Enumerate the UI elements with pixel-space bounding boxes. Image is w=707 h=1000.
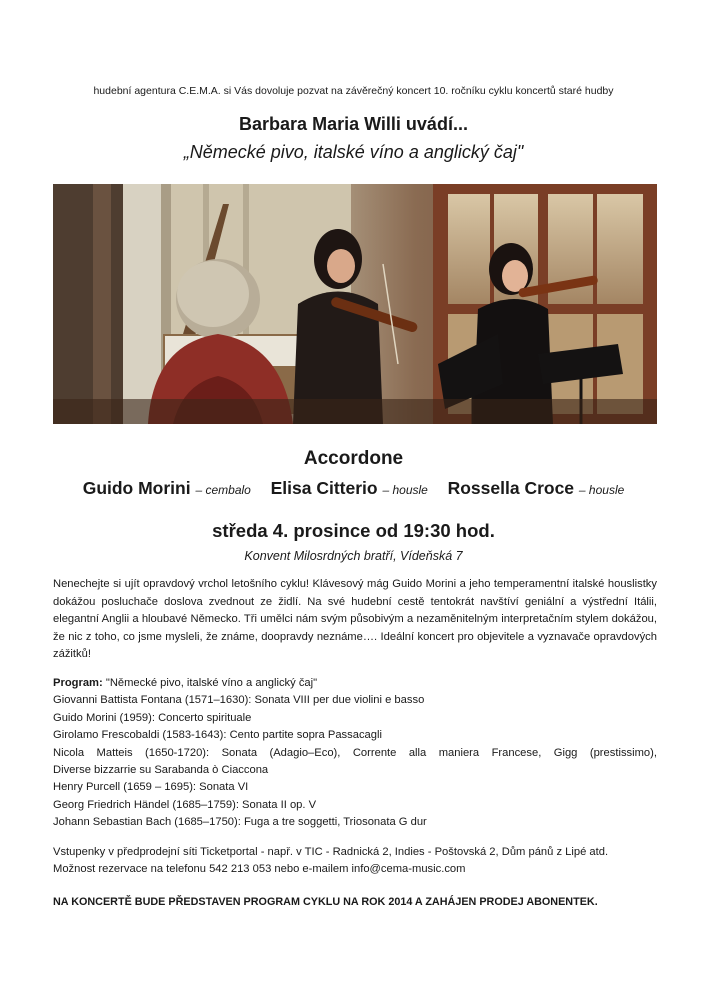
performer-name: Guido Morini — [82, 478, 191, 498]
performer-name: Rossella Croce — [447, 478, 575, 498]
ticket-line: Vstupenky v předprodejní síti Ticketportal - např. v TIC - Radnická 2, Indies - Poštovská 2, Dům pánů z Lipé atd. — [53, 846, 609, 858]
season-notice: NA KONCERTĚ BUDE PŘEDSTAVEN PROGRAM CYKLU NA ROK 2014 A ZAHÁJEN PRODEJ ABONENTEK. — [53, 896, 598, 908]
reservation-line: Možnost rezervace na telefonu 542 213 053 nebo e-mailem info@cema-music.com — [53, 863, 466, 876]
ensemble-name: Accordone — [303, 448, 404, 469]
concert-date: středa 4. prosince od 19:30 hod. — [212, 520, 495, 541]
concert-subtitle: „Německé pivo, italské víno a anglický čaj" — [183, 142, 524, 162]
concert-photo — [53, 184, 657, 424]
program-heading — [53, 675, 657, 692]
program-item: Henry Purcell (1659 – 1695): Sonata VI — [53, 781, 249, 794]
intro-text: hudební agentura C.E.M.A. si Vás dovoluje pozvat na závěrečný koncert 10. ročníku cyklu koncertů staré hudby — [93, 85, 614, 97]
ticket-info — [53, 844, 657, 879]
program-item: Guido Morini (1959): Concerto spirituale — [53, 711, 252, 724]
program-list — [53, 675, 657, 832]
program-title: "Německé pivo, italské víno a anglický čaj" — [102, 677, 318, 689]
program-item: Girolamo Frescobaldi (1583-1643): Cento partite sopra Passacagli — [53, 729, 382, 742]
program-item: Johann Sebastian Bach (1685–1750): Fuga a tre soggetti, Triosonata G dur — [53, 816, 427, 829]
program-item: Nicola Matteis (1650-1720): Sonata (Adagio–Eco), Corrente alla maniera Francese, Gigg (prestissimo), — [53, 746, 657, 759]
performer-name: Elisa Citterio — [270, 478, 378, 498]
program-item: Diverse bizzarrie su Sarabanda ò Ciaccona — [53, 764, 269, 777]
program-label: Program: — [53, 677, 103, 689]
performer-instrument: – housle — [382, 483, 428, 497]
performer-instrument: – cembalo — [195, 483, 251, 497]
concert-title: Barbara Maria Willi uvádí... — [239, 114, 468, 134]
program-item: Georg Friedrich Händel (1685–1759): Sonata II op. V — [53, 798, 317, 811]
concert-venue: Konvent Milosrdných bratří, Vídeňská 7 — [244, 549, 463, 563]
program-item: Giovanni Battista Fontana (1571–1630): Sonata VIII per due violini e basso — [53, 694, 425, 707]
concert-photo-illustration — [53, 184, 657, 424]
description-paragraph: Nenechejte si ujít opravdový vrchol letošního cyklu! Klávesový mág Guido Morini a jeho temperamentní italské houslistky dokážou posluchače doslova zvednout ze židlí. Na své hudební cestě tentokrát navštíví geniální a výstřední Itálii, elegantní Anglii a hloubavé Německo. Tři umělci nám svým působivým a nezaměnitelným interpretačním stylem dokážou, že nic z toho, co jsme mysleli, že známe, doopravdy neznáme…. Ideální koncert pro objevitele a vyznavače opravdových zážitků! — [53, 578, 657, 661]
performer-instrument: – housle — [578, 483, 625, 497]
performers-line — [0, 478, 707, 499]
